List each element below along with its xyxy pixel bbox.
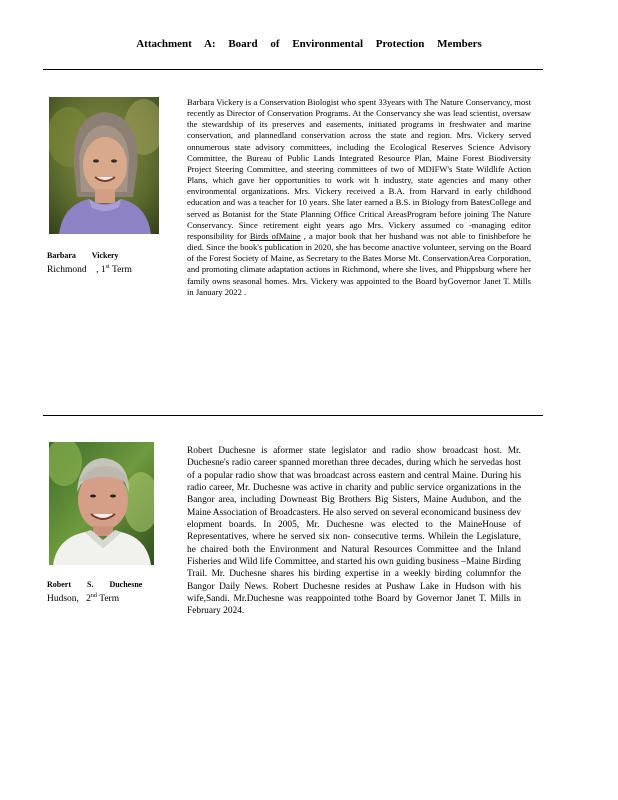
member-name <box>47 251 119 260</box>
member-term-word: Term <box>111 265 132 276</box>
member-bio <box>187 97 531 298</box>
member-photo-duchesne <box>49 442 154 565</box>
page-title: Attachment A: Board of Environmental Protection Members <box>136 38 482 50</box>
bio-text: Barbara Vickery is a Conservation Biologist who spent 33years with The Nature Conservancy, most recently as Director of Conservation Programs. At the Conservancy she was lead scientist, oversaw the stewardship of its preserves and easements, initiated programs in freshwater and marine conservation, and plannedland conservation across the state and region. Mrs. Vickery served onnumerous state advisory committees, including the Ecological Reserves Science Advisory Committee, the Bureau of Public Lands Integrated Resource Plan, Maine Forest Biodiversity Project Steering Committee, and steering committees of two of MDIFW's State Wildlife Action Plans, which gave her opportunities to work wit h industry, state agencies and many other environmental organizations. Mrs. Vickery received a B.A. from Harvard in early childhood education and was a teacher for 10 years. She later earned a B.S. in Biology from BatesCollege and served as Botanist for the State Planning Office Critical AreasProgram before joining The Nature Conservancy. Since retirement eight years ago Mrs. Vickery assumed co -managing editor responsibility for <box>187 97 531 241</box>
bio-text: , a major book that her husband was not able to finishbefore he died. Since the book's publication in 2020, she has become anactive volunteer, serving on the Board of the Forest Society of Maine, as Secretary to the Bates Morse Mt. ConservationArea Corporation, and promoting climate adaptation actions in Richmond, where she lives, and Phippsburg where her family owns seasonal homes. Mrs. Vickery was appointed to the Board byGovernor Janet T. Mills in January 2022 . <box>187 230 531 297</box>
member-last-name: S. Duchesne <box>87 580 143 589</box>
bio-book-title: Birds ofMaine <box>249 230 301 241</box>
member-term-suffix: nd <box>90 593 97 599</box>
member-town: Hudson, <box>47 594 79 605</box>
divider-top <box>43 69 543 70</box>
member-town: Richmond <box>47 265 87 276</box>
member-name <box>47 580 142 589</box>
member-last-name: Vickery <box>91 251 119 260</box>
divider-middle <box>43 415 543 416</box>
member-town-term <box>47 593 119 604</box>
member-term-number: 2 <box>86 594 91 605</box>
member-first-name: Barbara <box>47 251 76 260</box>
member-term-number: 1 <box>100 265 106 276</box>
member-bio <box>187 445 521 618</box>
member-photo-vickery <box>49 97 159 234</box>
member-town-term: Richmond , 1st Term <box>47 264 132 276</box>
member-term-word: Term <box>99 594 120 605</box>
member-term-suffix: st <box>105 264 110 270</box>
bio-text: Robert Duchesne is aformer state legislator and radio show broadcast host. Mr. Duchesne's radio career spanned morethan three decades, during which he servedas host of a popular radio show that was broadcast across eastern and central Maine. During his radio career, Mr. Duchesne was active in charity and public service organizations in the Bangor area, including Downeast Big Brothers Big Sisters, Maine Audubon, and the Maine Association of Broadcasters. He also served on several economicand business dev elopment boards. In 2005, Mr. Duchesne was elected to the MaineHouse of Representatives, where he served six non- consecutive terms. Whilein the Legislature, he chaired both the Environment and Natural Resources Committee and the Inland Fisheries and Wild life Committee, and started his own guiding business –Maine Birding Trail. Mr. Duchesne shares his birding expertise in a weekly birding columnfor the Bangor Daily News. Robert Duchesne resides at Pushaw Lake in Hudson with his wife,Sandi. Mr.Duchesne was reappointed tothe Board by Governor Janet T. Mills in February 2024. <box>187 446 521 617</box>
member-first-name: Robert <box>47 580 71 589</box>
